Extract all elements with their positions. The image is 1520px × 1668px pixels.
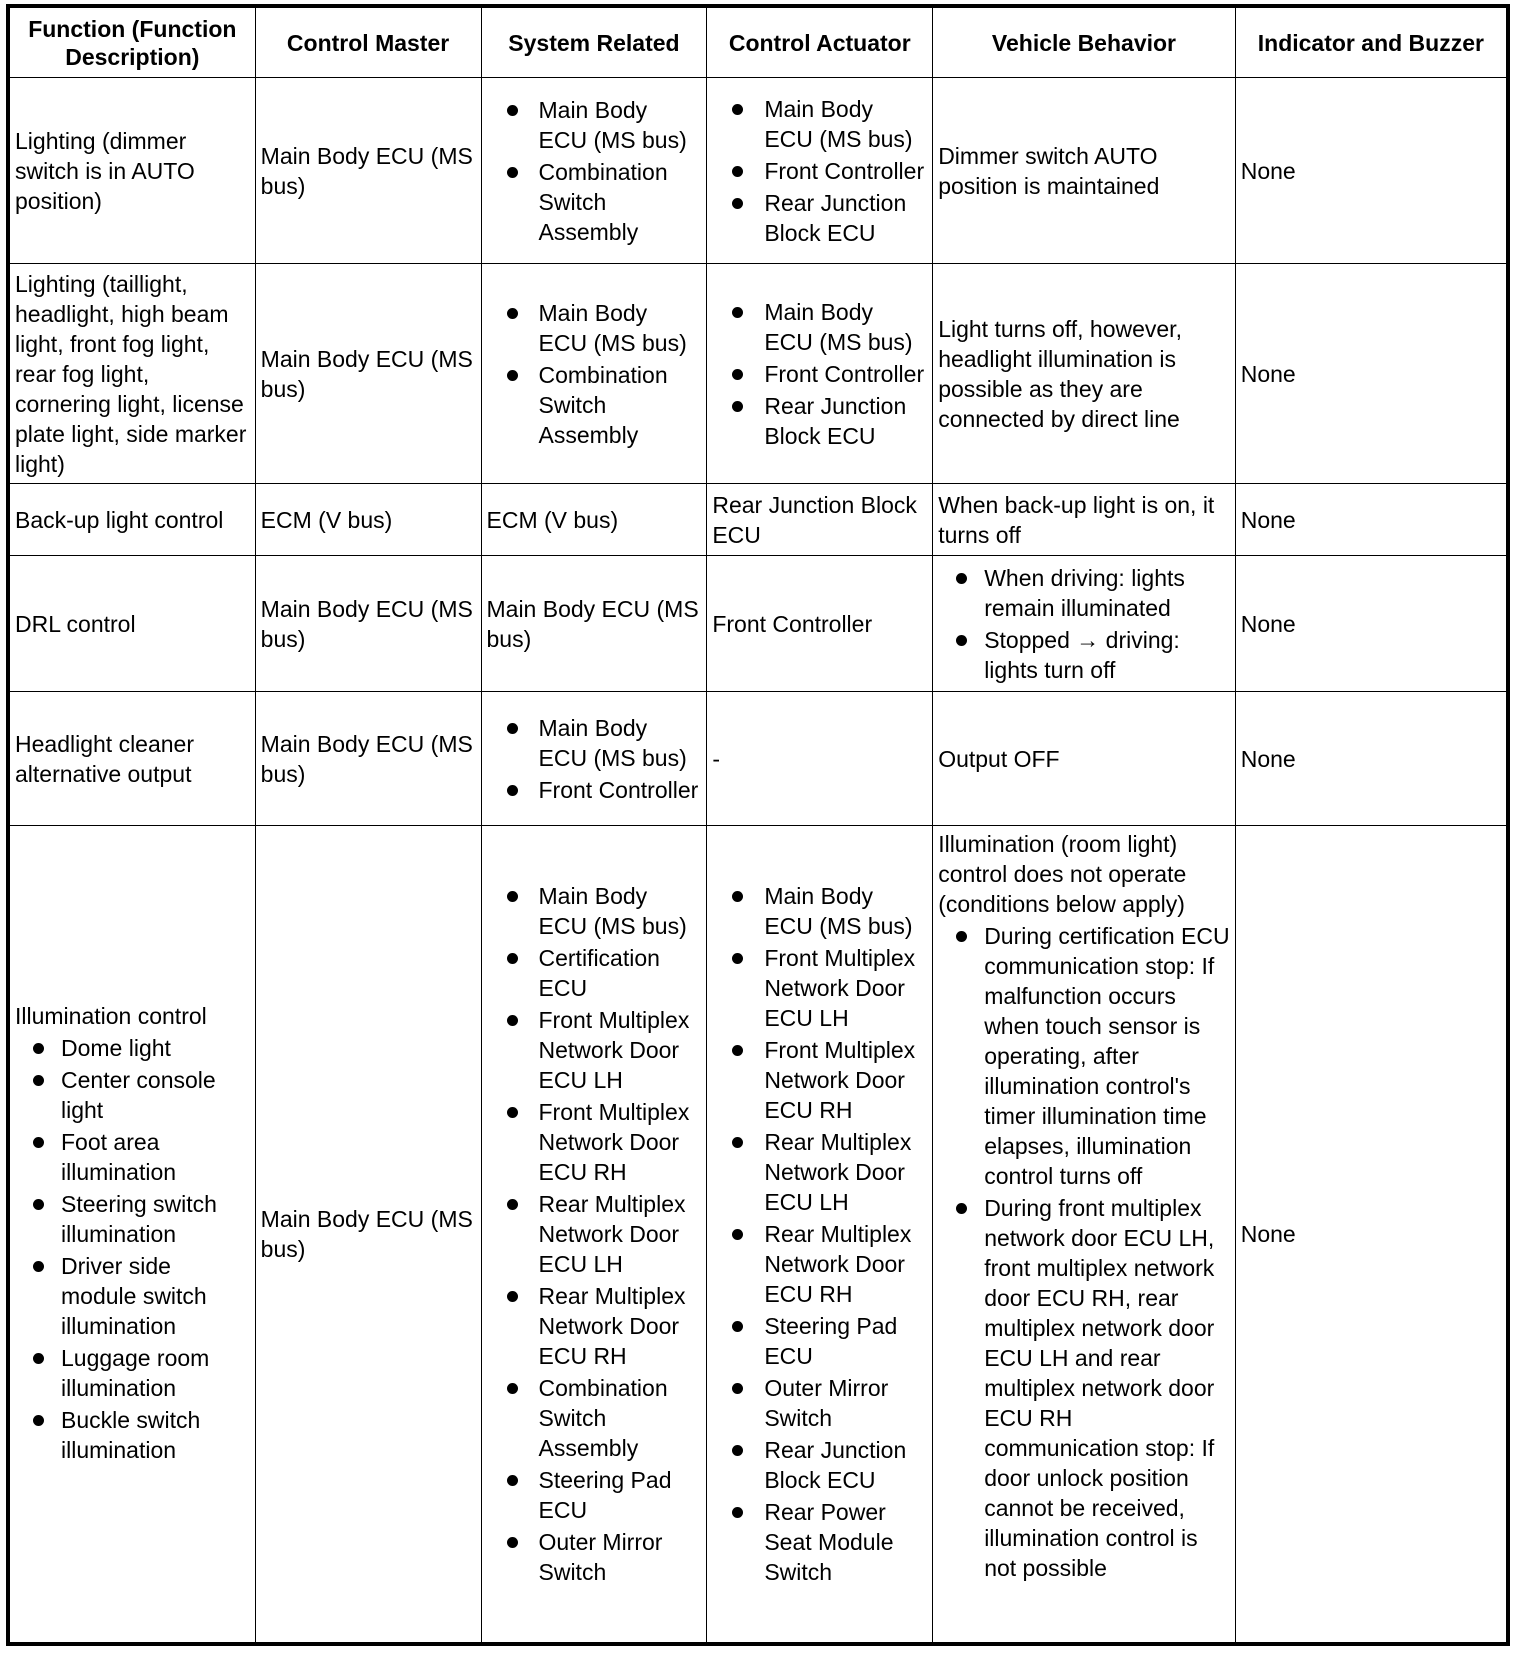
cell-control-actuator xyxy=(707,264,933,484)
list-item: Main Body ECU (MS bus) xyxy=(712,94,927,154)
cell-control-master: Main Body ECU (MS bus) xyxy=(255,826,481,1644)
table-row xyxy=(8,264,1508,484)
list-item: Buckle switch illumination xyxy=(15,1405,250,1465)
header-function: Function (Function Description) xyxy=(8,6,255,78)
document-page xyxy=(6,4,1510,1646)
list-item: Rear Multiplex Network Door ECU RH xyxy=(487,1281,702,1371)
header-control-actuator: Control Actuator xyxy=(707,6,933,78)
header-indicator-buzzer: Indicator and Buzzer xyxy=(1235,6,1508,78)
list-item: Front Multiplex Network Door ECU RH xyxy=(712,1035,927,1125)
cell-function xyxy=(8,826,255,1644)
list-item: Main Body ECU (MS bus) xyxy=(487,713,702,773)
table-row xyxy=(8,556,1508,692)
list-item: When driving: lights remain illuminated xyxy=(938,563,1230,623)
cell-system-related xyxy=(481,264,707,484)
cell-control-actuator: - xyxy=(707,692,933,826)
list-item: Luggage room illumination xyxy=(15,1343,250,1403)
cell-vehicle-behavior: Light turns off, however, headlight illumination is possible as they are connected by direct line xyxy=(933,264,1236,484)
cell-indicator: None xyxy=(1235,826,1508,1644)
cell-vehicle-behavior: Output OFF xyxy=(933,692,1236,826)
cell-vehicle-behavior xyxy=(933,556,1236,692)
cell-system-related xyxy=(481,692,707,826)
cell-indicator: None xyxy=(1235,692,1508,826)
cell-control-actuator xyxy=(707,78,933,264)
list-item: Rear Multiplex Network Door ECU LH xyxy=(487,1189,702,1279)
cell-control-master: Main Body ECU (MS bus) xyxy=(255,78,481,264)
cell-indicator: None xyxy=(1235,264,1508,484)
list-item: Main Body ECU (MS bus) xyxy=(487,95,702,155)
cell-control-master: Main Body ECU (MS bus) xyxy=(255,556,481,692)
list-item: Rear Junction Block ECU xyxy=(712,1435,927,1495)
list-item: Rear Multiplex Network Door ECU LH xyxy=(712,1127,927,1217)
function-table xyxy=(6,4,1510,1646)
list-item: Stopped → driving: lights turn off xyxy=(938,625,1230,685)
cell-vehicle-behavior-intro: Illumination (room light) control does not operate (conditions below apply) xyxy=(938,831,1187,917)
list-item: Rear Multiplex Network Door ECU RH xyxy=(712,1219,927,1309)
cell-function: Lighting (taillight, headlight, high beam light, front fog light, rear fog light, cornering light, license plate light, side marker light) xyxy=(8,264,255,484)
cell-function: DRL control xyxy=(8,556,255,692)
list-item: Driver side module switch illumination xyxy=(15,1251,250,1341)
list-item: Certification ECU xyxy=(487,943,702,1003)
list-item: Front Controller xyxy=(712,359,927,389)
cell-control-actuator: Rear Junction Block ECU xyxy=(707,484,933,556)
cell-vehicle-behavior: When back-up light is on, it turns off xyxy=(933,484,1236,556)
list-item: Rear Junction Block ECU xyxy=(712,391,927,451)
list-item: Steering Pad ECU xyxy=(487,1465,702,1525)
list-item: Center console light xyxy=(15,1065,250,1125)
list-item: During certification ECU communication stop: If malfunction occurs when touch sensor is operating, after illumination control's timer illumination time elapses, illumination control turns off xyxy=(938,921,1230,1191)
list-item: Front Multiplex Network Door ECU LH xyxy=(712,943,927,1033)
list-item: Main Body ECU (MS bus) xyxy=(487,298,702,358)
list-item: Combination Switch Assembly xyxy=(487,360,702,450)
header-row xyxy=(8,6,1508,78)
list-item: Rear Junction Block ECU xyxy=(712,188,927,248)
table-row xyxy=(8,826,1508,1644)
cell-system-related xyxy=(481,78,707,264)
list-item: Rear Power Seat Module Switch xyxy=(712,1497,927,1587)
list-item: Main Body ECU (MS bus) xyxy=(712,297,927,357)
cell-indicator: None xyxy=(1235,78,1508,264)
cell-indicator: None xyxy=(1235,556,1508,692)
list-item: Front Controller xyxy=(487,775,702,805)
cell-control-master: Main Body ECU (MS bus) xyxy=(255,264,481,484)
header-control-master: Control Master xyxy=(255,6,481,78)
cell-control-master: Main Body ECU (MS bus) xyxy=(255,692,481,826)
list-item: Steering switch illumination xyxy=(15,1189,250,1249)
list-item: Combination Switch Assembly xyxy=(487,157,702,247)
cell-control-actuator: Front Controller xyxy=(707,556,933,692)
list-item: During front multiplex network door ECU LH, front multiplex network door ECU RH, rear multiplex network door ECU LH and rear multiplex network door ECU RH communication stop: If door unlock position cannot be received, illumination control is not possible xyxy=(938,1193,1230,1583)
cell-indicator: None xyxy=(1235,484,1508,556)
cell-function: Headlight cleaner alternative output xyxy=(8,692,255,826)
cell-system-related: Main Body ECU (MS bus) xyxy=(481,556,707,692)
cell-control-actuator xyxy=(707,826,933,1644)
table-row xyxy=(8,78,1508,264)
cell-function: Lighting (dimmer switch is in AUTO position) xyxy=(8,78,255,264)
cell-function-title: Illumination control xyxy=(15,1002,207,1029)
list-item: Front Multiplex Network Door ECU LH xyxy=(487,1005,702,1095)
list-item: Front Multiplex Network Door ECU RH xyxy=(487,1097,702,1187)
list-item: Steering Pad ECU xyxy=(712,1311,927,1371)
list-item: Outer Mirror Switch xyxy=(487,1527,702,1587)
list-item: Front Controller xyxy=(712,156,927,186)
cell-vehicle-behavior xyxy=(933,826,1236,1644)
list-item: Foot area illumination xyxy=(15,1127,250,1187)
header-system-related: System Related xyxy=(481,6,707,78)
list-item: Main Body ECU (MS bus) xyxy=(712,881,927,941)
cell-control-master: ECM (V bus) xyxy=(255,484,481,556)
cell-system-related xyxy=(481,826,707,1644)
cell-function: Back-up light control xyxy=(8,484,255,556)
cell-system-related: ECM (V bus) xyxy=(481,484,707,556)
table-row xyxy=(8,692,1508,826)
list-item: Combination Switch Assembly xyxy=(487,1373,702,1463)
list-item: Outer Mirror Switch xyxy=(712,1373,927,1433)
cell-vehicle-behavior: Dimmer switch AUTO position is maintained xyxy=(933,78,1236,264)
list-item: Dome light xyxy=(15,1033,250,1063)
header-vehicle-behavior: Vehicle Behavior xyxy=(933,6,1236,78)
list-item: Main Body ECU (MS bus) xyxy=(487,881,702,941)
table-row xyxy=(8,484,1508,556)
